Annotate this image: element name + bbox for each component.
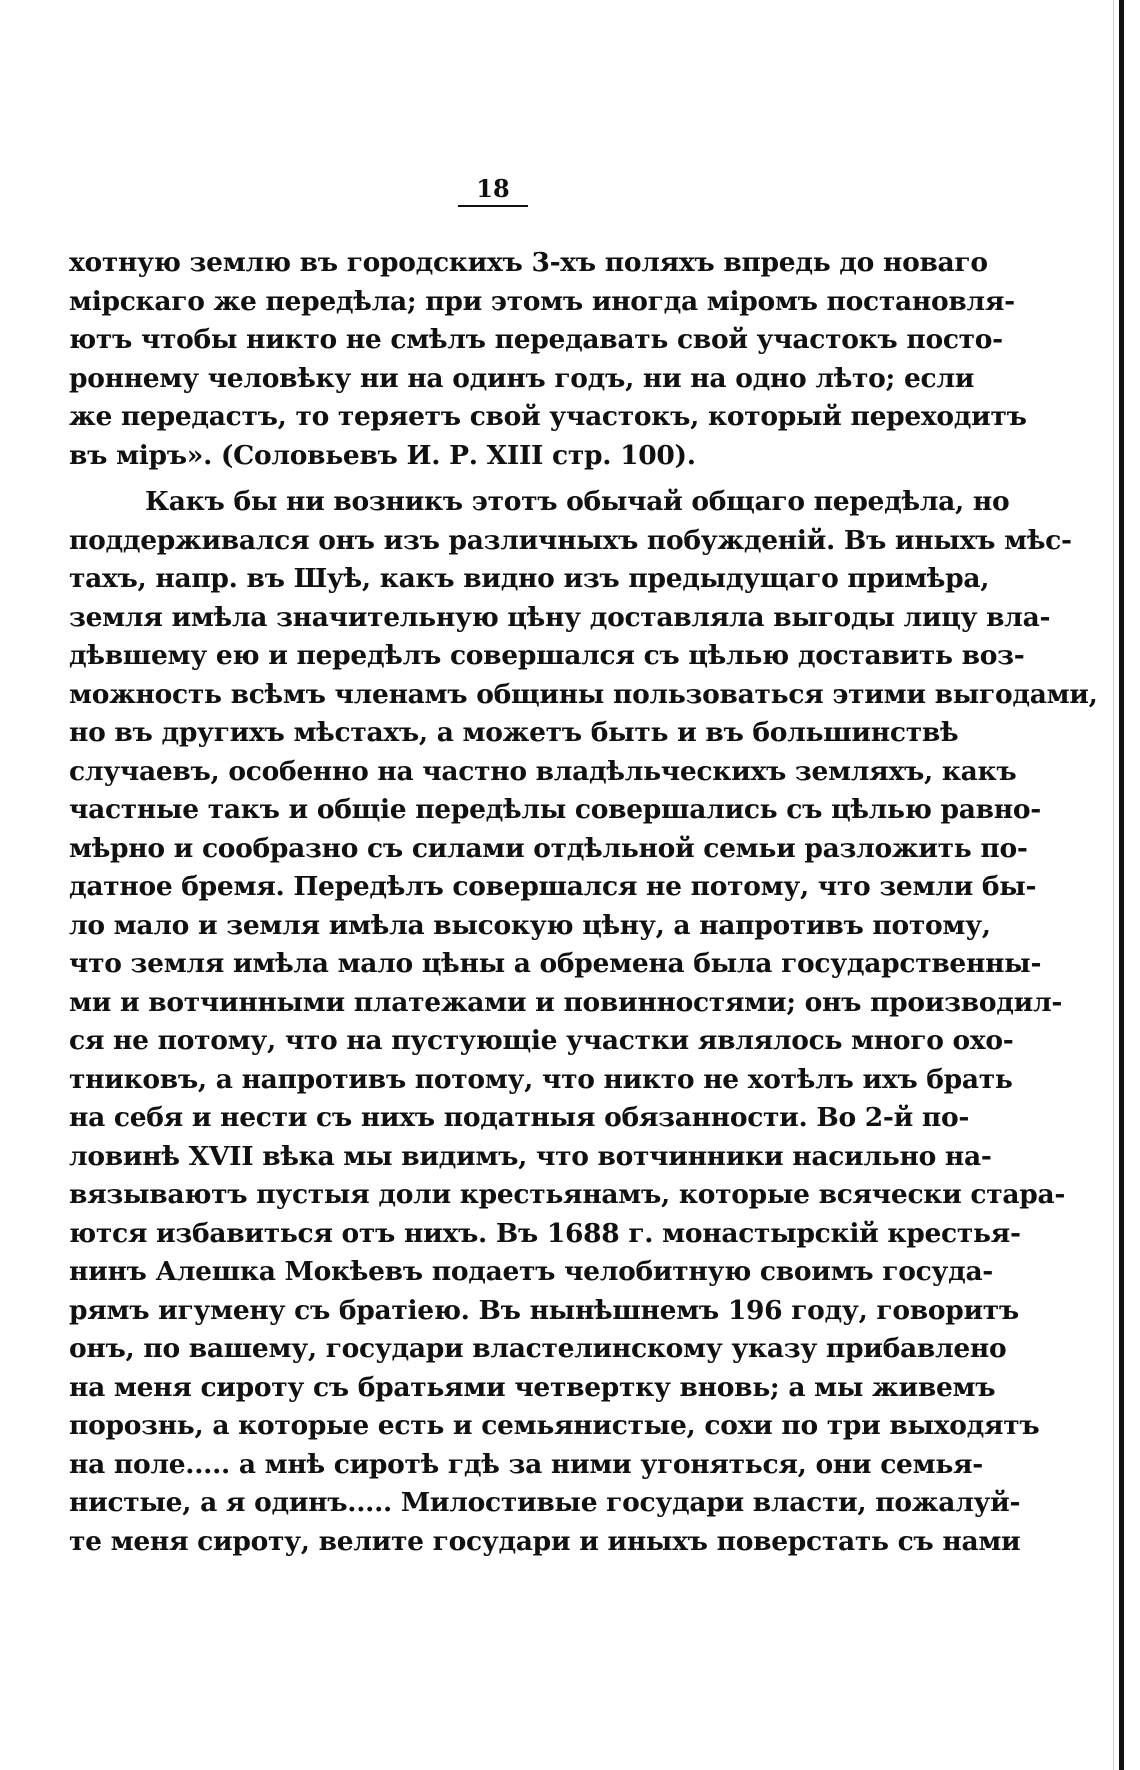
text-line: на меня сироту съ братьями четвертку вновь; а мы живемъ [69, 1371, 996, 1403]
text-line: мірскаго же передѣла; при этомъ иногда міромъ постановля- [69, 285, 1015, 317]
text-line: на поле..... а мнѣ сиротѣ гдѣ за ними угоняться, они семья- [69, 1448, 983, 1480]
text-line: ются избавиться отъ нихъ. Въ 1688 г. монастырскій крестья- [69, 1217, 1021, 1249]
text-line: онъ, по вашему, государи властелинскому указу прибавлено [69, 1333, 1007, 1364]
text-line: рямъ игумену съ братіею. Въ нынѣшнемъ 196 году, говоритъ [69, 1294, 1019, 1326]
text-line: случаевъ, особенно на частно владѣльческихъ земляхъ, какъ [69, 755, 1017, 787]
text-line: ло мало и земля имѣла высокую цѣну, а напротивъ потому, [69, 909, 991, 941]
text-line: въ міръ». (Соловьевъ И. Р. XIII стр. 100). [69, 439, 696, 471]
text-line: тниковъ, а напротивъ потому, что никто не хотѣлъ ихъ брать [69, 1063, 1013, 1095]
text-line: датное бремя. Передѣлъ совершался не потому, что земли бы- [69, 871, 1037, 902]
text-line: порознь, а которые есть и семьянистые, сохи по три выходятъ [69, 1410, 1040, 1441]
text-line: нинъ Алешка Мокѣевъ подаетъ челобитную своимъ госуда- [69, 1256, 994, 1287]
text-line: ютъ чтобы никто не смѣлъ передавать свой участокъ посто- [69, 324, 1003, 355]
text-line: ми и вотчинными платежами и повинностями; онъ производил- [69, 986, 1063, 1018]
text-line: нистые, а я одинъ..... Милостивые государи власти, пожалуй- [69, 1487, 1021, 1518]
text-line: ся не потому, что на пустующіе участки являлось много охо- [69, 1025, 1014, 1056]
text-line: поддерживался онъ изъ различныхъ побужденій. Въ иныхъ мѣс- [69, 524, 1072, 556]
paragraph-1 [69, 244, 1027, 475]
page-edge-shadow [1119, 0, 1124, 1770]
text-line: дѣвшему ею и передѣлъ совершался съ цѣлью доставить воз- [69, 640, 1025, 671]
text-line: роннему человѣку ни на одинъ годъ, ни на одно лѣто; если [69, 362, 975, 394]
text-line: Какъ бы ни возникъ этотъ обычай общаго передѣла, но [145, 486, 1010, 517]
page-number: 18 [458, 175, 528, 207]
text-line: на себя и нести съ нихъ податныя обязанности. Во 2-й по- [69, 1102, 970, 1133]
text-line: хотную землю въ городскихъ 3-хъ поляхъ впредь до новаго [69, 247, 988, 278]
text-line: земля имѣла значительную цѣну доставляла выгоды лицу вла- [69, 601, 1051, 633]
text-line: мѣрно и сообразно съ силами отдѣльной семьи разложить по- [69, 832, 1028, 864]
text-line: вязываютъ пустыя доли крестьянамъ, которые всячески стара- [69, 1179, 1066, 1210]
paragraph-2 [69, 483, 1098, 1561]
text-line: ловинѣ XVII вѣка мы видимъ, что вотчинники насильно на- [69, 1140, 992, 1172]
page-edge-line [1113, 0, 1114, 1770]
paragraph-gap [69, 475, 912, 483]
text-line: можность всѣмъ членамъ общины пользоваться этими выгодами, [69, 678, 1098, 710]
text-line: что земля имѣла мало цѣны а обремена была государственны- [69, 948, 1042, 979]
text-line: но въ другихъ мѣстахъ, а можетъ быть и въ большинствѣ [69, 717, 959, 748]
text-line: тахъ, напр. въ Шуѣ, какъ видно изъ предыдущаго примѣра, [69, 563, 990, 594]
text-line: те меня сироту, велите государи и иныхъ поверстать съ нами [69, 1525, 1021, 1557]
body-text [69, 244, 1098, 1561]
text-line: частные такъ и общіе передѣлы совершались съ цѣлью равно- [69, 794, 1041, 825]
text-line: же передастъ, то теряетъ свой участокъ, который переходитъ [69, 401, 1027, 432]
